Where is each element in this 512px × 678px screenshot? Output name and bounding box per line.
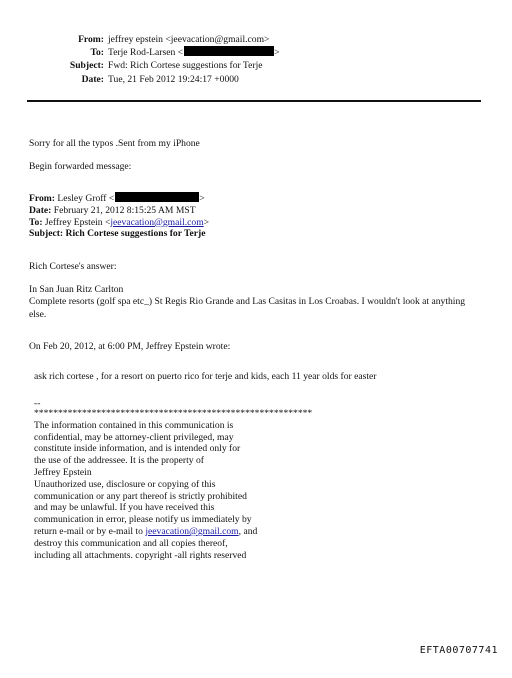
fwd-to-row bbox=[29, 217, 209, 229]
fwd-subject-row bbox=[29, 228, 209, 240]
header-from-row bbox=[20, 33, 480, 46]
fwd-from-name: Lesley Groff < bbox=[57, 193, 115, 204]
header-from-value: jeffrey epstein <jeevacation@gmail.com> bbox=[108, 34, 270, 45]
header-from-label: From: bbox=[78, 34, 104, 45]
header-to-suffix: > bbox=[274, 47, 280, 59]
disclaimer-line: communication or any part thereof is strictly prohibited bbox=[34, 490, 247, 502]
disclaimer-line: The information contained in this communication is bbox=[34, 419, 234, 431]
answer-line-resorts: Complete resorts (golf spa etc_) St Regis Rio Grande and Las Casitas in Los Croabas. I wouldn't look at anything else. bbox=[29, 296, 466, 320]
disclaimer-line: Unauthorized use, disclosure or copying of this bbox=[34, 478, 216, 490]
header-to-label: To: bbox=[90, 47, 104, 59]
body-line-forwarded: Begin forwarded message: bbox=[29, 161, 132, 172]
disclaimer-dashes: -- bbox=[34, 398, 41, 409]
quote-text: ask rich cortese , for a resort on puerto rico for terje and kids, each 11 year olds for easter bbox=[34, 371, 377, 382]
disclaimer-line: communication in error, please notify us immediately by bbox=[34, 514, 252, 526]
quote-attribution: On Feb 20, 2012, at 6:00 PM, Jeffrey Epstein wrote: bbox=[29, 341, 231, 352]
header-to-value bbox=[108, 46, 280, 59]
fwd-date-value: February 21, 2012 8:15:25 AM MST bbox=[53, 204, 196, 216]
answer-line-ritz: In San Juan Ritz Carlton bbox=[29, 284, 124, 295]
fwd-to-suffix: > bbox=[203, 216, 210, 228]
answer-intro: Rich Cortese's answer: bbox=[29, 261, 117, 272]
disclaimer-line: and may be unlawful. If you have received this bbox=[34, 502, 215, 514]
fwd-from-label: From: bbox=[29, 193, 55, 204]
disclaimer-stars: ********************************************************** bbox=[34, 408, 313, 419]
bates-number: EFTA00707741 bbox=[419, 645, 498, 656]
header-date-value: Tue, 21 Feb 2012 19:24:17 +0000 bbox=[108, 73, 239, 85]
fwd-date-row bbox=[29, 205, 209, 217]
disclaimer-line: Jeffrey Epstein bbox=[34, 466, 92, 478]
disclaimer-line: confidential, may be attorney-client privileged, may bbox=[34, 431, 234, 443]
disclaimer-line: constitute inside information, and is intended only for bbox=[34, 443, 241, 455]
body-line-typos: Sorry for all the typos .Sent from my iPhone bbox=[29, 138, 200, 149]
header-to-name: Terje Rod-Larsen < bbox=[108, 47, 184, 59]
disclaimer-email-link[interactable]: jeevacation@gmail.com bbox=[145, 525, 239, 537]
fwd-from-suffix: > bbox=[199, 193, 205, 204]
disclaimer bbox=[34, 400, 364, 561]
header-to-row bbox=[20, 46, 480, 59]
fwd-date-label: Date: bbox=[29, 204, 52, 216]
disclaimer-line-email bbox=[34, 526, 364, 538]
fwd-subject-value: Rich Cortese suggestions for Terje bbox=[65, 228, 206, 240]
header-subject-value: Fwd: Rich Cortese suggestions for Terje bbox=[108, 60, 263, 72]
fwd-to-name: Jeffrey Epstein < bbox=[44, 216, 111, 228]
header-subject-label: Subject: bbox=[69, 60, 104, 72]
fwd-to-email-link[interactable]: jeevacation@gmail.com bbox=[110, 216, 204, 228]
disclaimer-email-prefix: return e-mail or by e-mail to bbox=[34, 525, 146, 537]
disclaimer-line: the use of the addressee. It is the property of bbox=[34, 455, 204, 467]
disclaimer-email-suffix: , and bbox=[238, 525, 258, 537]
redaction-bar bbox=[184, 46, 274, 56]
fwd-subject-label: Subject: bbox=[29, 228, 64, 240]
header-date-row bbox=[20, 73, 480, 86]
disclaimer-line: destroy this communication and all copies thereof, bbox=[34, 537, 228, 549]
disclaimer-line: including all attachments. copyright -all rights reserved bbox=[34, 549, 247, 561]
header-divider bbox=[27, 100, 481, 102]
fwd-to-label: To: bbox=[29, 216, 43, 228]
header-date-label: Date: bbox=[81, 73, 104, 85]
redaction-bar bbox=[115, 192, 199, 202]
forwarded-header bbox=[29, 192, 209, 240]
email-header bbox=[20, 33, 480, 86]
header-subject-row bbox=[20, 59, 480, 72]
fwd-from-row bbox=[29, 192, 209, 205]
